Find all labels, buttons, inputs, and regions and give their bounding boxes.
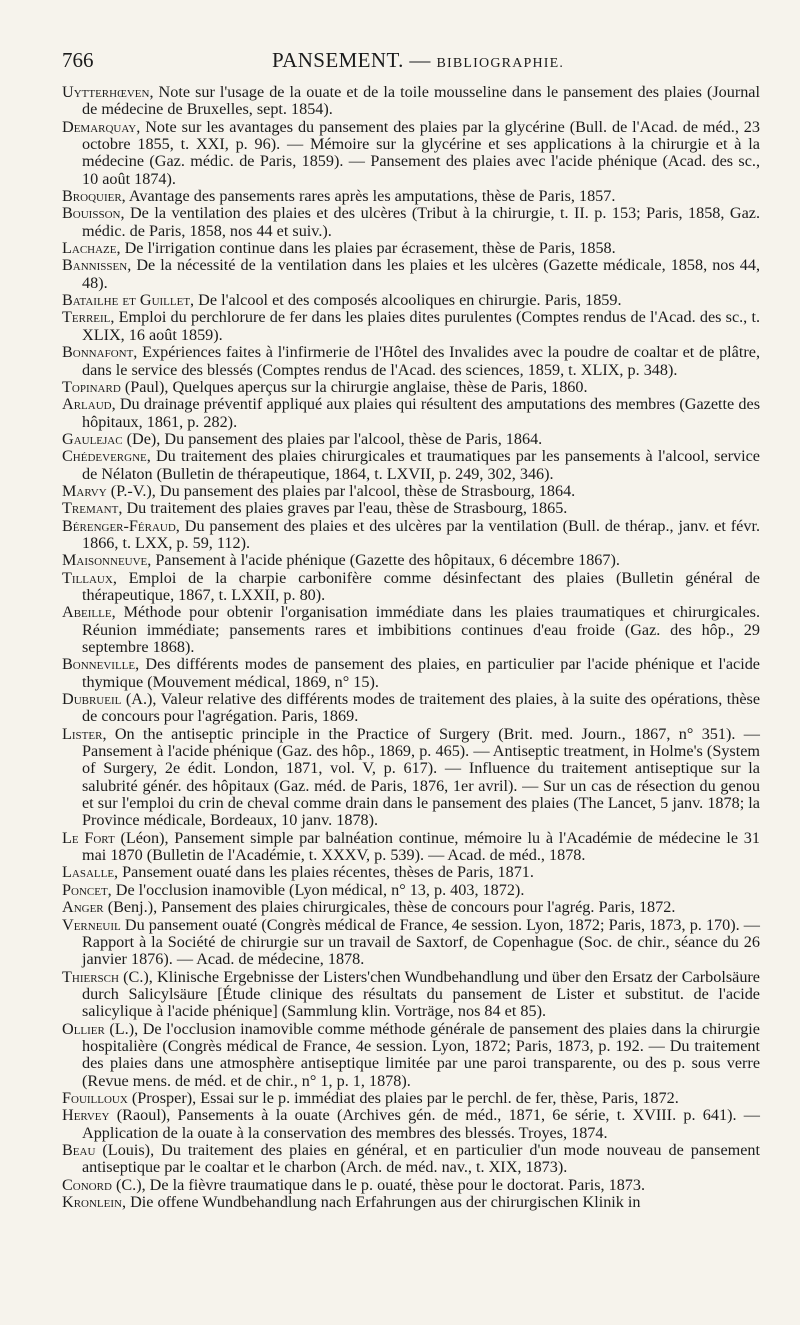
entry-text: Note sur les avantages du pansement des plaies par la glycérine (Bull. de l'Acad. de méd., 23 octobre 1855, t. XXI, p. 96). — Mémoire sur la glycérine et ses applications à la chirurgie et à la médecine (Gaz. médic. de Paris, 1859). — Pansement des plaies avec l'acide phénique (Acad. des sc., 10 août 1874).	[82, 117, 760, 188]
bibliography-entry	[62, 518, 760, 553]
bibliography-entry	[62, 864, 760, 881]
entry-author: Dubrueil	[62, 690, 122, 709]
header-title: PANSEMENT.	[272, 48, 404, 72]
bibliography-entry	[62, 431, 760, 448]
bibliography-entry	[62, 691, 760, 726]
page-number: 766	[62, 48, 94, 72]
bibliography-entry	[62, 188, 760, 205]
entry-author: Ollier	[62, 1019, 105, 1038]
entry-text: De la nécessité de la ventilation dans les plaies et les ulcères (Gazette médicale, 1858, nos 44, 48).	[82, 256, 760, 292]
bibliography-entry	[62, 309, 760, 344]
entry-text: (De), Du pansement des plaies par l'alcool, thèse de Paris, 1864.	[122, 429, 543, 448]
entry-author: Uytterhœven,	[62, 83, 154, 101]
bibliography-entry	[62, 379, 760, 396]
entry-text: Du traitement des plaies chirurgicales et traumatiques par les pansements à l'alcool, service de Nélaton (Bulletin de thérapeutique, 1864, t. LXVII, p. 249, 302, 346).	[82, 447, 760, 483]
entry-author: Fouilloux	[62, 1088, 128, 1107]
entry-author: Beau	[62, 1140, 96, 1159]
entry-author: Terreil,	[62, 308, 115, 327]
entry-author: Kronlein,	[62, 1193, 127, 1211]
bibliography-entry	[62, 552, 760, 569]
entry-author: Broquier,	[62, 187, 126, 206]
entry-author: Bonnafont,	[62, 343, 138, 362]
entry-text: (L.), De l'occlusion inamovible comme méthode générale de pansement des plaies dans la chirurgie hospitalière (Congrès médical de France, 4e session. Lyon, 1872; Paris, 1873, p. 192. — Du traitement des plaies dans une atmosphère antiseptique limitée par une paroi transparente, ou des p. sous verre (Revue mens. de méd. et de chir., n° 1, p. 1, 1878).	[82, 1019, 760, 1090]
bibliography-entry	[62, 1021, 760, 1090]
bibliography-entry	[62, 257, 760, 292]
entry-text: Méthode pour obtenir l'organisation immédiate dans les plaies traumatiques et chirurgicales. Réunion immédiate; pansements rares et imbibitions continues d'eau froide (Gaz. des hôp., 29 septembre 1868).	[82, 603, 760, 656]
bibliography-entry	[62, 84, 760, 119]
bibliography-entry	[62, 483, 760, 500]
bibliography-entry	[62, 969, 760, 1021]
entry-text: Emploi du perchlorure de fer dans les plaies dites purulentes (Comptes rendus de l'Acad. des sc., t. XLIX, 16 août 1859).	[82, 308, 760, 344]
entry-author: Marvy	[62, 481, 107, 500]
entry-author: Poncet,	[62, 880, 112, 899]
bibliography-entry	[62, 205, 760, 240]
entry-author: Batailhe et Guillet,	[62, 291, 195, 310]
entry-text: Du pansement ouaté (Congrès médical de France, 4e session. Lyon, 1872; Paris, 1873, p. 170). — Rapport à la Société de chirurgie sur un travail de Saxtorf, de Copenhague (Soc. de chir., séance du 26 janvier 1876). — Acad. de médecine, 1878.	[82, 915, 760, 969]
entry-author: Maisonneuve,	[62, 551, 152, 570]
entry-text: Die offene Wundbehandlung nach Erfahrungen aus der chirurgischen Klinik in	[126, 1193, 641, 1211]
entry-author: Bérenger-Féraud,	[62, 516, 180, 535]
entry-text: (C.), De la fièvre traumatique dans le p. ouaté, thèse pour le doctorat. Paris, 1873.	[111, 1175, 646, 1194]
bibliography-entry	[62, 570, 760, 605]
entry-text: (Paul), Quelques aperçus sur la chirurgie anglaise, thèse de Paris, 1860.	[120, 377, 588, 396]
entry-text: Du drainage préventif appliqué aux plaies qui résultent des amputations des membres (Gazette des hôpitaux, 1861, p. 282).	[82, 395, 760, 431]
entry-text: Pansement ouaté dans les plaies récentes, thèses de Paris, 1871.	[118, 863, 534, 882]
entry-text: De la ventilation des plaies et des ulcères (Tribut à la chirurgie, t. II. p. 153; Paris, 1858, Gaz. médic. de Paris, 1858, nos 44 et suiv.).	[82, 204, 760, 240]
entry-text: On the antiseptic principle in the Practice of Surgery (Brit. med. Journ., 1867, n° 351). — Pansement à l'acide phénique (Gaz. des hôp., 1869, p. 465). — Antiseptic treatment, in Holme's (System of Surgery, 2e édit. London, 1871, vol. V, p. 617). — Influence du traitement antiseptique sur la salubrité génér. des hôpitaux (Gaz. méd. de Paris, 1876, 1er avril). — Sur un cas de résection du genou et sur l'emploi du crin de cheval comme drain dans le pansement des plaies (The Lancet, 5 janv. 1878; la Province médicale, Bordeaux, 10 janv. 1878).	[82, 724, 760, 830]
bibliography-entry	[62, 119, 760, 188]
entry-text: De l'alcool et des composés alcooliques en chirurgie. Paris, 1859.	[194, 291, 622, 310]
entry-text: (Léon), Pansement simple par balnéation continue, mémoire lu à l'Académie de médecine le 31 mai 1870 (Bulletin de l'Académie, t. XXXV, p. 539). — Acad. de méd., 1878.	[82, 828, 760, 865]
entry-author: Bannissen,	[62, 256, 132, 275]
running-title	[272, 46, 564, 78]
bibliography-entry	[62, 830, 760, 865]
entry-text: (Louis), Du traitement des plaies en général, et en particulier d'un mode nouveau de pansement antiseptique par le coaltar et le charbon (Arch. de méd. nav., t. XIX, 1873).	[82, 1140, 760, 1177]
entry-author: Bouisson,	[62, 204, 125, 223]
entry-author: Conord	[62, 1175, 112, 1194]
bibliography-entry	[62, 292, 760, 309]
header-separator: —	[403, 48, 437, 72]
bibliography-entry	[62, 917, 760, 969]
entry-author: Thiersch	[62, 967, 119, 986]
entry-text: Avantage des pansements rares après les amputations, thèse de Paris, 1857.	[125, 187, 616, 206]
bibliography-list	[62, 84, 760, 1211]
bibliography-entry	[62, 882, 760, 899]
entry-author: Lasalle,	[62, 863, 119, 882]
entry-author: Le Fort	[62, 828, 115, 847]
entry-text: Du traitement des plaies graves par l'eau, thèse de Strasbourg, 1865.	[122, 499, 568, 518]
entry-author: Demarquay,	[62, 117, 141, 136]
entry-text: Du pansement des plaies et des ulcères par la ventilation (Bull. de thérap., janv. et févr. 1866, t. LXX, p. 59, 112).	[82, 516, 760, 552]
running-header	[62, 46, 760, 74]
entry-author: Tillaux,	[62, 568, 117, 587]
entry-author: Gaulejac	[62, 429, 123, 448]
bibliography-entry	[62, 344, 760, 379]
entry-author: Hervey	[62, 1106, 110, 1125]
bibliography-entry	[62, 1090, 760, 1107]
entry-text: De l'occlusion inamovible (Lyon médical, n° 13, p. 403, 1872).	[111, 880, 525, 899]
entry-text: De l'irrigation continue dans les plaies par écrasement, thèse de Paris, 1858.	[120, 239, 616, 258]
entry-author: Lister,	[62, 724, 107, 743]
entry-text: Emploi de la charpie carbonifère comme désinfectant des plaies (Bulletin général de thérapeutique, 1867, t. LXXII, p. 80).	[82, 568, 760, 604]
entry-author: Bonneville,	[62, 655, 140, 674]
bibliography-entry	[62, 240, 760, 257]
header-subtitle: BIBLIOGRAPHIE.	[436, 56, 565, 71]
bibliography-entry	[62, 396, 760, 431]
bibliography-entry	[62, 656, 760, 691]
bibliography-entry	[62, 500, 760, 517]
bibliography-entry	[62, 448, 760, 483]
entry-author: Chédevergne,	[62, 447, 151, 466]
entry-author: Abeille,	[62, 603, 116, 622]
entry-text: (A.), Valeur relative des différents modes de traitement des plaies, à la suite des opérations, thèse de concours pour l'agrégation. Paris, 1869.	[82, 690, 760, 726]
entry-author: Topinard	[62, 377, 121, 396]
entry-text: (Benj.), Pansement des plaies chirurgicales, thèse de concours pour l'agrég. Paris, 1872.	[103, 898, 676, 917]
entry-author: Verneuil	[62, 915, 121, 934]
entry-author: Tremant,	[62, 499, 123, 518]
bibliography-entry	[62, 726, 760, 830]
bibliography-entry	[62, 1194, 760, 1211]
bibliography-entry	[62, 1177, 760, 1194]
entry-author: Arlaud,	[62, 395, 116, 414]
entry-text: (P.-V.), Du pansement des plaies par l'alcool, thèse de Strasbourg, 1864.	[106, 481, 576, 500]
bibliography-entry	[62, 1142, 760, 1177]
entry-text: Note sur l'usage de la ouate et de la toile mousseline dans le pansement des plaies (Journal de médecine de Bruxelles, sept. 1854).	[82, 83, 760, 119]
entry-text: (Prosper), Essai sur le p. immédiat des plaies par le perchl. de fer, thèse, Paris, 1872.	[127, 1088, 679, 1107]
entry-text: Des différents modes de pansement des plaies, en particulier par l'acide phénique et l'acide thymique (Mouvement médical, 1869, n° 15).	[82, 655, 760, 691]
entry-text: (C.), Klinische Ergebnisse der Listers'chen Wundbehandlung und über den Ersatz der Carbolsäure durch Salicylsäure [Étude clinique des résultats du pansement de Lister et substitut. de l'acide salicylique à l'acide phénique] (Sammlung klin. Vorträge, nos 84 et 85).	[82, 967, 760, 1021]
entry-text: Expériences faites à l'infirmerie de l'Hôtel des Invalides avec la poudre de coaltar et de plâtre, dans le service des blessés (Comptes rendus de l'Acad. des sciences, 1859, t. XLIX, p. 348).	[82, 343, 760, 379]
entry-text: Pansement à l'acide phénique (Gazette des hôpitaux, 6 décembre 1867).	[151, 551, 620, 570]
bibliography-entry	[62, 899, 760, 916]
bibliography-entry	[62, 1107, 760, 1142]
entry-author: Lachaze,	[62, 239, 121, 258]
entry-text: (Raoul), Pansements à la ouate (Archives gén. de méd., 1871, 6e série, t. XVIII. p. 641). — Application de la ouate à la conservation des membres des blessés. Troyes, 1874.	[82, 1106, 760, 1142]
entry-author: Anger	[62, 898, 104, 917]
bibliography-entry	[62, 604, 760, 656]
